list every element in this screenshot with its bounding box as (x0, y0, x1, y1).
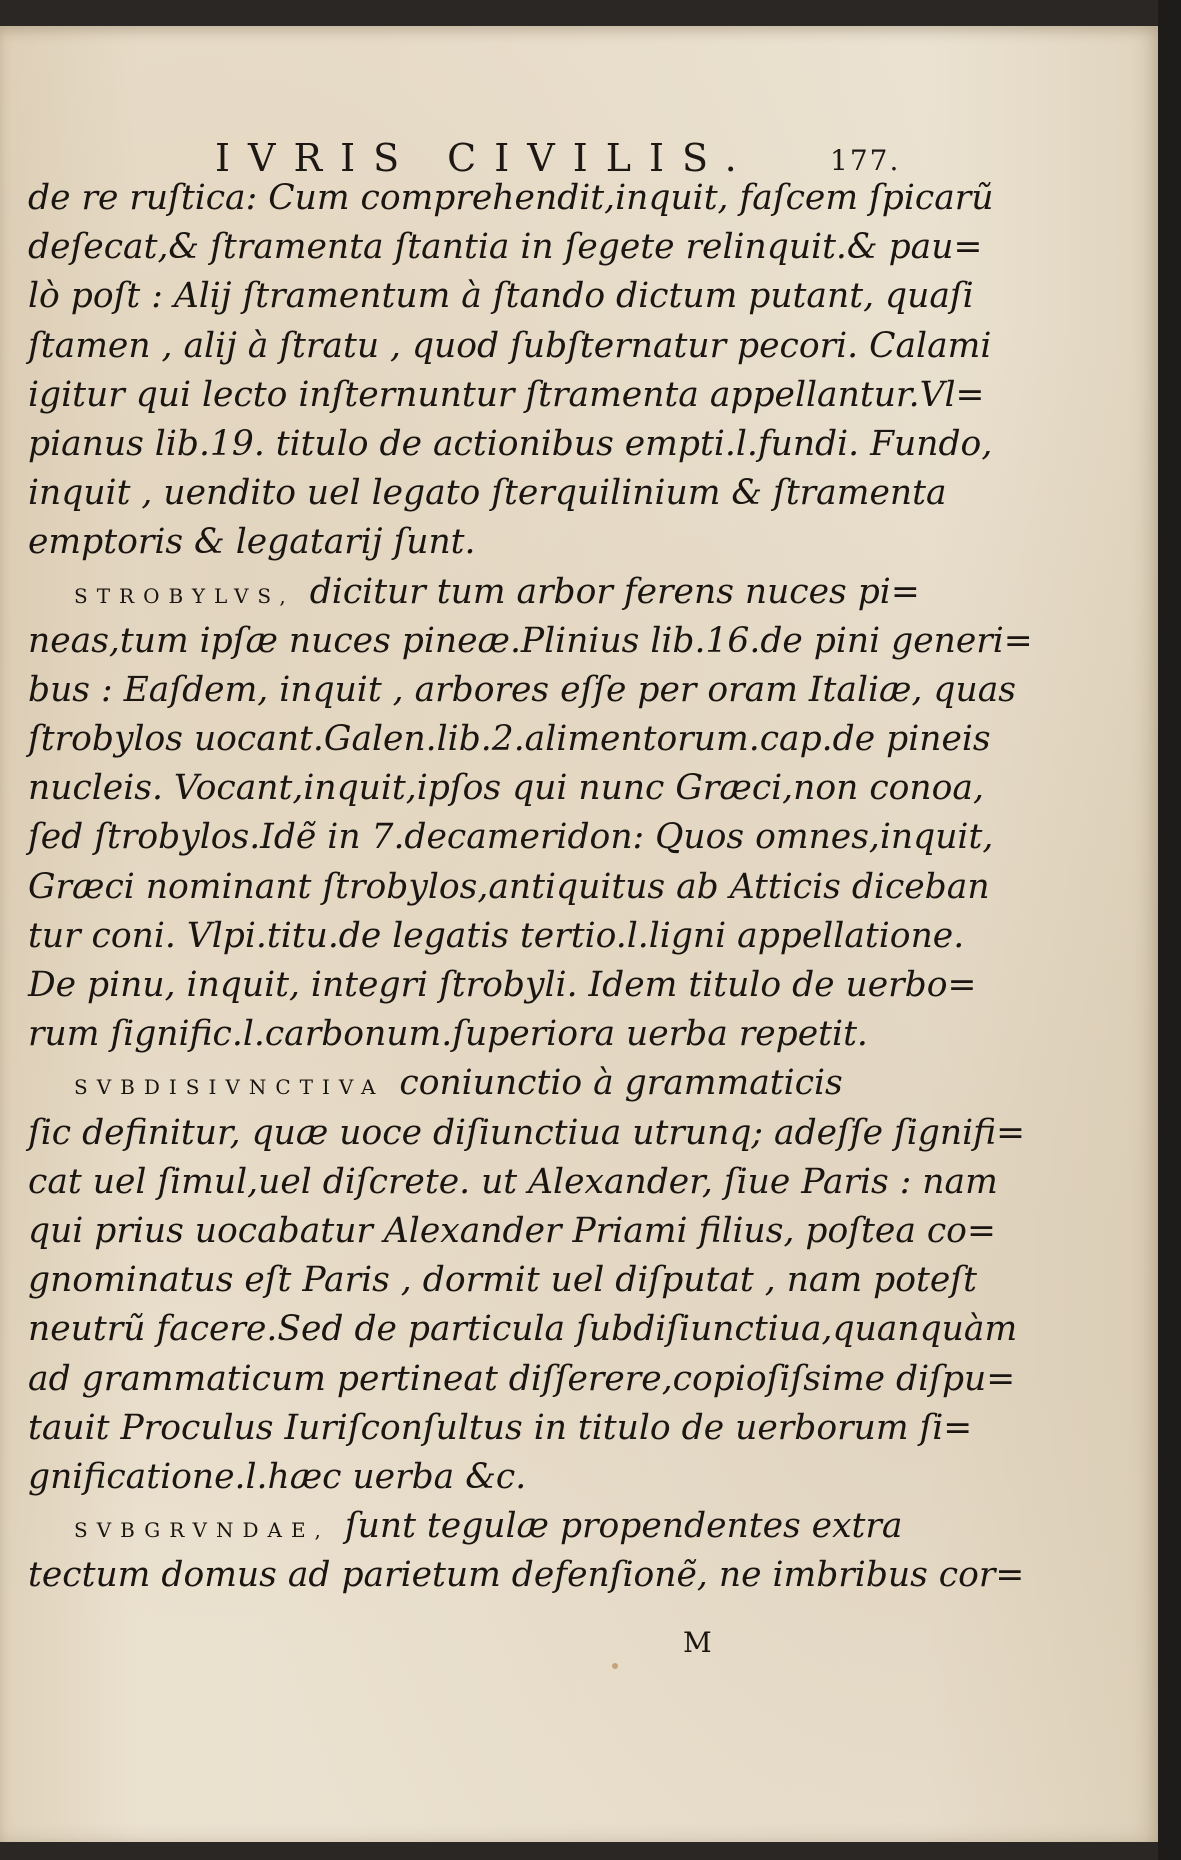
text-line: qui prius uocabatur Alexander Priami filius, poſtea co= (28, 1210, 996, 1251)
running-head (200, 118, 900, 178)
text-line: gnominatus eſt Paris , dormit uel diſputat , nam poteſt (28, 1260, 977, 1301)
lemma-heading: SVBGRVNDAE, (74, 1518, 330, 1543)
paragraph-first-line (28, 568, 920, 617)
text-line: De pinu, inquit, integri ſtrobyli. Idem titulo de uerbo= (28, 965, 977, 1005)
text-line: deſecat,& ſtramenta ſtantia in ſegete relinquit.& pau= (28, 227, 983, 268)
text-line: tur coni. Vlpi.titu.de legatis tertio.l.ligni appellatione. (28, 915, 965, 956)
page-number: 177. (830, 144, 901, 177)
paper-stain (612, 1663, 618, 1669)
text-run: dicitur tum arbor ferens nuces pi= (309, 571, 920, 612)
text-line: rum ſignific.l.carbonum.ſuperiora uerba repetit. (28, 1014, 868, 1055)
text-line: cat uel ſimul,uel diſcrete. ut Alexander, ſiue Paris : nam (28, 1161, 998, 1202)
text-line: ſed ſtrobylos.Idẽ in 7.decameridon: Quos omnes,inquit, (28, 817, 994, 858)
lemma-heading: SVBDISIVNCTIVA (74, 1075, 385, 1100)
text-line: pianus lib.19. titulo de actionibus empti.l.fundi. Fundo, (28, 423, 993, 464)
text-line: gnificatione.l.hæc uerba &c. (28, 1456, 527, 1497)
text-line: igitur qui lecto inſternuntur ſtramenta appellantur.Vl= (28, 374, 985, 415)
text-line: tauit Proculus Iuriſconſultus in titulo de uerborum ſi= (28, 1407, 973, 1448)
text-line: Græci nominant ſtrobylos,antiquitus ab Atticis diceban (28, 866, 990, 907)
text-line: ſic definitur, quæ uoce diſiunctiua utrunq; adeſſe ſignifi= (28, 1112, 1026, 1153)
text-line: nucleis. Vocant,inquit,ipſos qui nunc Græci,non conoa, (28, 768, 984, 809)
running-head-title: IVRIS CIVILIS. (215, 136, 755, 180)
text-line: bus : Eaſdem, inquit , arbores eſſe per oram Italiæ, quas (28, 669, 1016, 710)
text-run: ſunt tegulæ propendentes extra (344, 1506, 903, 1547)
signature-mark: M (683, 1626, 713, 1659)
paragraph-first-line (28, 1059, 878, 1108)
text-line: lò poſt : Alij ſtramentum à ſtando dictum putant, quaſi (28, 276, 974, 317)
text-line: ad grammaticum pertineat diſſerere,copioſiſsime diſpu= (28, 1358, 1016, 1399)
book-page (0, 26, 1158, 1842)
text-line: tectum domus ad parietum defenſionẽ, ne imbribus cor= (28, 1555, 1025, 1596)
text-line: de re ruſtica: Cum comprehendit,inquit, faſcem ſpicarũ (28, 178, 994, 218)
text-block (28, 174, 1033, 1600)
text-line: inquit , uendito uel legato ſterquilinium & ſtramenta (28, 473, 947, 514)
text-line: ſtamen , alij à ſtratu , quod ſubſternatur pecori. Calami (28, 325, 992, 366)
text-line: neas,tum ipſæ nuces pineæ.Plinius lib.16.de pini generi= (28, 620, 1033, 661)
paragraph-first-line (28, 1502, 903, 1551)
text-line: neutrũ facere.Sed de particula ſubdiſiunctiua,quanquàm (28, 1309, 1018, 1350)
text-run: coniunctio à grammaticis (399, 1063, 843, 1104)
lemma-heading: STROBYLVS, (74, 583, 295, 608)
scan-edge-shadow (1158, 0, 1181, 1860)
text-line: emptoris & legatarij ſunt. (28, 522, 476, 563)
text-line: ſtrobylos uocant.Galen.lib.2.alimentorum.cap.de pineis (28, 719, 991, 760)
